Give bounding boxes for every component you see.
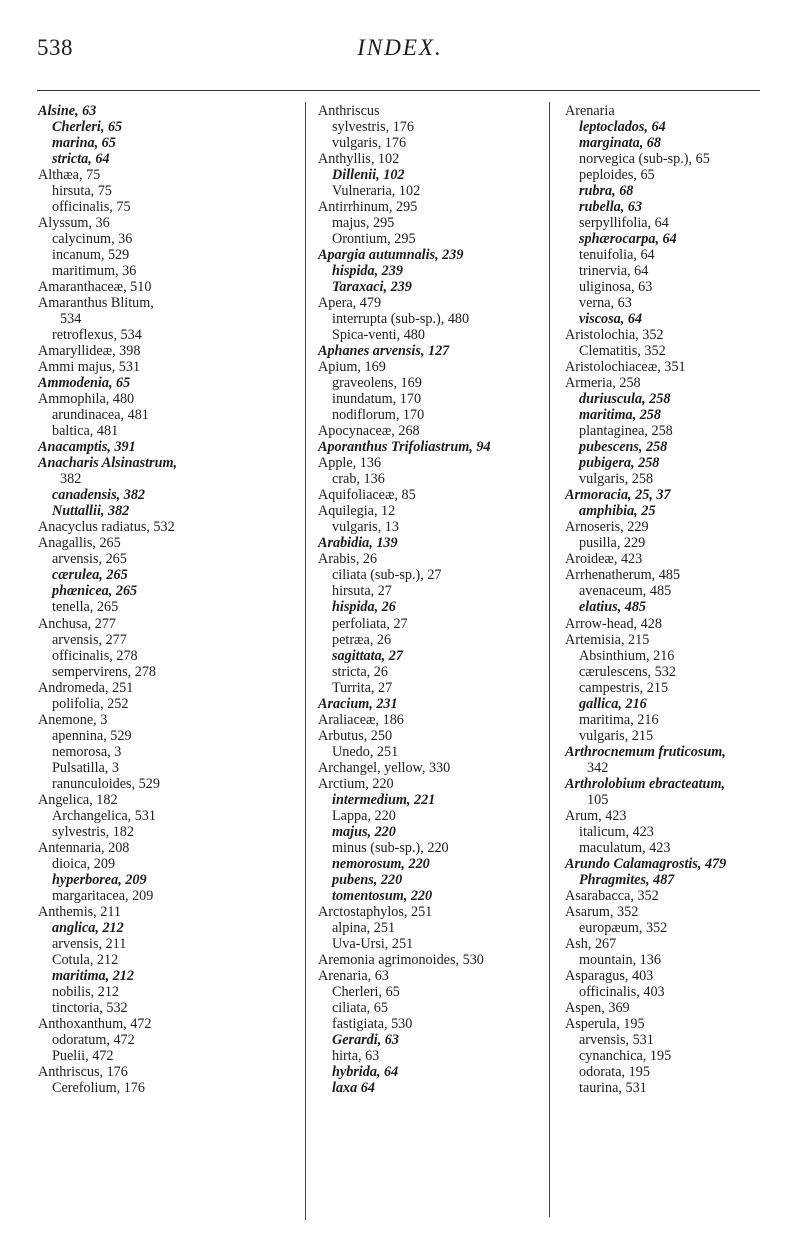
- index-subentry: Lappa, 220: [332, 807, 396, 824]
- index-subentry: arvensis, 265: [52, 551, 127, 568]
- index-subentry: majus, 295: [332, 215, 395, 232]
- index-entry: Ammi majus, 531: [38, 359, 141, 376]
- index-subentry: italicum, 423: [579, 823, 654, 840]
- index-subentry: maritima, 212: [52, 967, 134, 984]
- index-entry: Asarabacca, 352: [565, 887, 659, 904]
- index-entry: Armoracia, 25, 37: [565, 487, 671, 504]
- index-subentry: norvegica (sub-sp.), 65: [579, 151, 710, 168]
- index-entry: Amaryllideæ, 398: [38, 343, 141, 360]
- index-subentry: ranunculoides, 529: [52, 775, 160, 792]
- index-entry: Aquifoliaceæ, 85: [318, 487, 416, 504]
- index-subentry: hirta, 63: [332, 1047, 380, 1064]
- index-subentry: hyperborea, 209: [52, 871, 147, 888]
- index-entry: Alsine, 63: [38, 103, 97, 119]
- index-subentry: sempervirens, 278: [52, 663, 157, 680]
- index-subentry: peploides, 65: [579, 167, 655, 184]
- column-divider-2: [549, 102, 550, 1217]
- index-subentry: hybrida, 64: [332, 1063, 399, 1080]
- index-entry-continuation: 342: [587, 759, 609, 776]
- index-subentry: maritima, 258: [579, 407, 661, 424]
- index-subentry: cærulescens, 532: [579, 663, 676, 680]
- index-subentry: maritima, 216: [579, 711, 659, 728]
- index-entry: Antirrhinum, 295: [318, 199, 418, 216]
- page-number: 538: [37, 35, 73, 60]
- index-entry: Arctostaphylos, 251: [318, 903, 433, 920]
- index-subentry: petræa, 26: [332, 631, 392, 648]
- index-subentry: tenella, 265: [52, 599, 119, 616]
- index-subentry: pubigera, 258: [579, 455, 660, 472]
- index-entry: Andromeda, 251: [38, 679, 134, 696]
- index-subentry: stricta, 64: [52, 151, 110, 168]
- index-entry: Amaranthus Blitum,: [38, 295, 154, 312]
- index-entry: Arrow-head, 428: [565, 615, 662, 632]
- index-entry: Anthemis, 211: [38, 903, 122, 920]
- index-entry: Apium, 169: [318, 359, 386, 376]
- index-subentry: retroflexus, 534: [52, 327, 142, 344]
- index-entry: Aracium, 231: [318, 695, 398, 712]
- index-subentry: officinalis, 278: [52, 647, 138, 664]
- index-subentry: taurina, 531: [579, 1079, 647, 1096]
- index-entry: Aspen, 369: [565, 999, 630, 1016]
- index-subentry: Uva-Ursi, 251: [332, 935, 414, 952]
- index-entry: Angelica, 182: [38, 791, 118, 808]
- index-subentry: ciliata, 65: [332, 999, 388, 1016]
- index-entry: Arrhenatherum, 485: [565, 567, 681, 584]
- index-subentry: vulgaris, 176: [332, 135, 407, 152]
- index-subentry: arvensis, 277: [52, 631, 127, 648]
- index-entry: Araliaceæ, 186: [318, 711, 404, 728]
- index-entry: Armeria, 258: [565, 375, 641, 392]
- index-entry: Arnoseris, 229: [565, 519, 649, 536]
- index-subentry: uliginosa, 63: [579, 279, 653, 296]
- index-entry: Aristolochia, 352: [565, 327, 664, 344]
- index-subentry: majus, 220: [332, 823, 396, 840]
- index-subentry: maritimum, 36: [52, 263, 137, 280]
- index-subentry: nemorosum, 220: [332, 855, 430, 872]
- index-subentry: hirsuta, 75: [52, 183, 112, 200]
- index-subentry: Spica-venti, 480: [332, 327, 425, 344]
- index-subentry: fastigiata, 530: [332, 1015, 413, 1032]
- index-subentry: Cherleri, 65: [52, 119, 123, 136]
- index-entry: Anthriscus, 176: [38, 1063, 128, 1080]
- index-entry: Arum, 423: [565, 807, 627, 824]
- index-entry: Arctium, 220: [318, 775, 394, 792]
- index-subentry: nemorosa, 3: [52, 743, 122, 760]
- index-entry: Artemisia, 215: [565, 631, 650, 648]
- index-subentry: intermedium, 221: [332, 791, 436, 808]
- index-subentry: graveolens, 169: [332, 375, 422, 392]
- index-subentry: perfoliata, 27: [332, 615, 408, 632]
- index-subentry: trinervia, 64: [579, 263, 649, 280]
- index-entry: Anagallis, 265: [38, 535, 121, 552]
- index-subentry: minus (sub-sp.), 220: [332, 839, 449, 856]
- index-entry: Arthrocnemum fruticosum,: [565, 743, 726, 760]
- index-entry: Asperula, 195: [565, 1015, 645, 1032]
- column-divider-1: [305, 102, 306, 1220]
- index-subentry: sagittata, 27: [332, 647, 403, 664]
- index-subentry: maculatum, 423: [579, 839, 671, 856]
- index-entry: Antennaria, 208: [38, 839, 130, 856]
- index-subentry: Cerefolium, 176: [52, 1079, 145, 1096]
- index-subentry: mountain, 136: [579, 951, 661, 968]
- index-entry: Aporanthus Trifoliastrum, 94: [318, 439, 491, 456]
- page-header: [0, 30, 800, 70]
- index-entry: Amaranthaceæ, 510: [38, 279, 152, 296]
- index-subentry: campestris, 215: [579, 679, 669, 696]
- index-subentry: arvensis, 531: [579, 1031, 654, 1048]
- index-subentry: inundatum, 170: [332, 391, 422, 408]
- index-column-1: [38, 103, 288, 1096]
- index-subentry: Pulsatilla, 3: [52, 759, 119, 776]
- index-subentry: odoratum, 472: [52, 1031, 135, 1048]
- index-subentry: Clematitis, 352: [579, 343, 666, 360]
- index-entry: Anacamptis, 391: [38, 439, 136, 456]
- index-entry: Anacharis Alsinastrum,: [38, 455, 178, 472]
- index-entry: Arabis, 26: [318, 551, 378, 568]
- index-subentry: crab, 136: [332, 471, 385, 488]
- index-entry: Anemone, 3: [38, 711, 108, 728]
- index-subentry: Cotula, 212: [52, 951, 119, 968]
- index-subentry: pubens, 220: [332, 871, 403, 888]
- index-subentry: phœnicea, 265: [52, 583, 138, 600]
- index-entry: Aremonia agrimonoides, 530: [318, 951, 484, 968]
- index-subentry: rubra, 68: [579, 183, 634, 200]
- index-subentry: Gerardi, 63: [332, 1031, 399, 1048]
- page-title: INDEX.: [357, 35, 443, 60]
- index-subentry: elatius, 485: [579, 599, 647, 616]
- index-entry: Apargia autumnalis, 239: [318, 247, 464, 264]
- index-subentry: officinalis, 403: [579, 983, 665, 1000]
- index-subentry: odorata, 195: [579, 1063, 650, 1080]
- index-entry: Archangel, yellow, 330: [318, 759, 451, 776]
- index-entry: Althæa, 75: [38, 167, 101, 184]
- index-subentry: plantaginea, 258: [579, 423, 673, 440]
- index-subentry: incanum, 529: [52, 247, 130, 264]
- index-subentry: hirsuta, 27: [332, 583, 392, 600]
- index-subentry: cærulea, 265: [52, 567, 128, 584]
- index-entry-continuation: 534: [60, 311, 82, 328]
- index-subentry: hispida, 26: [332, 599, 396, 616]
- index-subentry: Phragmites, 487: [579, 871, 675, 888]
- index-column-2: [318, 103, 553, 1096]
- index-subentry: polifolia, 252: [52, 695, 129, 712]
- index-subentry: alpina, 251: [332, 919, 396, 936]
- index-subentry: europæum, 352: [579, 919, 668, 936]
- index-entry: Apocynaceæ, 268: [318, 423, 420, 440]
- index-subentry: Vulneraria, 102: [332, 183, 421, 200]
- index-subentry: sphærocarpa, 64: [579, 231, 677, 248]
- index-subentry: amphibia, 25: [579, 503, 656, 520]
- index-subentry: interrupta (sub-sp.), 480: [332, 311, 470, 328]
- index-subentry: Orontium, 295: [332, 231, 416, 248]
- index-entry: Anacyclus radiatus, 532: [38, 519, 175, 536]
- index-entry: Ammodenia, 65: [38, 375, 131, 392]
- index-subentry: Unedo, 251: [332, 743, 399, 760]
- index-subentry: Archangelica, 531: [52, 807, 156, 824]
- index-subentry: apennina, 529: [52, 727, 132, 744]
- index-column-3: [565, 103, 795, 1096]
- index-subentry: sylvestris, 182: [52, 823, 134, 840]
- index-subentry: Taraxaci, 239: [332, 279, 412, 296]
- index-entry: Arthrolobium ebracteatum,: [565, 775, 726, 792]
- index-subentry: dioica, 209: [52, 855, 116, 872]
- index-subentry: arundinacea, 481: [52, 407, 149, 424]
- index-subentry: Turrita, 27: [332, 679, 393, 696]
- index-subentry: nodiflorum, 170: [332, 407, 425, 424]
- index-subentry: arvensis, 211: [52, 935, 127, 952]
- index-subentry: cynanchica, 195: [579, 1047, 672, 1064]
- index-subentry: Absinthium, 216: [579, 647, 675, 664]
- index-entry: Arenaria: [565, 103, 615, 119]
- index-subentry: Cherleri, 65: [332, 983, 400, 1000]
- index-subentry: anglica, 212: [52, 919, 124, 936]
- index-subentry: ciliata (sub-sp.), 27: [332, 567, 442, 584]
- index-subentry: stricta, 26: [332, 663, 388, 680]
- index-subentry: laxa 64: [332, 1079, 375, 1096]
- index-entry: Ash, 267: [565, 935, 617, 952]
- index-subentry: baltica, 481: [52, 423, 119, 440]
- index-subentry: hispida, 239: [332, 263, 403, 280]
- index-subentry: Puelii, 472: [52, 1047, 114, 1064]
- index-entry: Asparagus, 403: [565, 967, 654, 984]
- index-entry: Arenaria, 63: [318, 967, 389, 984]
- index-subentry: Nuttallii, 382: [52, 503, 130, 520]
- index-entry: Anchusa, 277: [38, 615, 117, 632]
- header-rule: [37, 90, 760, 91]
- index-subentry: pubescens, 258: [579, 439, 668, 456]
- index-subentry: tomentosum, 220: [332, 887, 433, 904]
- index-entry: Anthoxanthum, 472: [38, 1015, 152, 1032]
- index-subentry: canadensis, 382: [52, 487, 146, 504]
- index-entry: Ammophila, 480: [38, 391, 135, 408]
- index-subentry: Dillenii, 102: [332, 167, 405, 184]
- index-entry: Arundo Calamagrostis, 479: [565, 855, 727, 872]
- index-subentry: verna, 63: [579, 295, 632, 312]
- index-entry: Apple, 136: [318, 455, 382, 472]
- index-subentry: vulgaris, 258: [579, 471, 654, 488]
- index-entry: Alyssum, 36: [38, 215, 110, 232]
- index-subentry: officinalis, 75: [52, 199, 131, 216]
- index-subentry: marginata, 68: [579, 135, 661, 152]
- index-entry: Arbutus, 250: [318, 727, 393, 744]
- index-subentry: margaritacea, 209: [52, 887, 154, 904]
- index-entry: Apera, 479: [318, 295, 382, 312]
- index-entry: Aphanes arvensis, 127: [318, 343, 450, 360]
- index-subentry: leptoclados, 64: [579, 119, 666, 136]
- index-entry: Asarum, 352: [565, 903, 639, 920]
- index-subentry: serpyllifolia, 64: [579, 215, 669, 232]
- index-subentry: vulgaris, 215: [579, 727, 654, 744]
- index-subentry: tenuifolia, 64: [579, 247, 655, 264]
- index-subentry: rubella, 63: [579, 199, 643, 216]
- index-entry: Aroideæ, 423: [565, 551, 643, 568]
- index-subentry: gallica, 216: [579, 695, 647, 712]
- index-entry: Aristolochiaceæ, 351: [565, 359, 686, 376]
- index-subentry: avenaceum, 485: [579, 583, 672, 600]
- index-subentry: calycinum, 36: [52, 231, 133, 248]
- index-entry: Arabidia, 139: [318, 535, 398, 552]
- index-entry: Anthriscus: [318, 103, 380, 119]
- index-subentry: viscosa, 64: [579, 311, 643, 328]
- index-subentry: pusilla, 229: [579, 535, 646, 552]
- index-subentry: duriuscula, 258: [579, 391, 671, 408]
- index-subentry: tinctoria, 532: [52, 999, 128, 1016]
- index-subentry: marina, 65: [52, 135, 116, 152]
- index-entry-continuation: 382: [60, 471, 82, 488]
- index-subentry: vulgaris, 13: [332, 519, 399, 536]
- index-entry: Aquilegia, 12: [318, 503, 396, 520]
- index-subentry: sylvestris, 176: [332, 119, 414, 136]
- index-entry: Anthyllis, 102: [318, 151, 400, 168]
- index-entry-continuation: 105: [587, 791, 609, 808]
- index-subentry: nobilis, 212: [52, 983, 120, 1000]
